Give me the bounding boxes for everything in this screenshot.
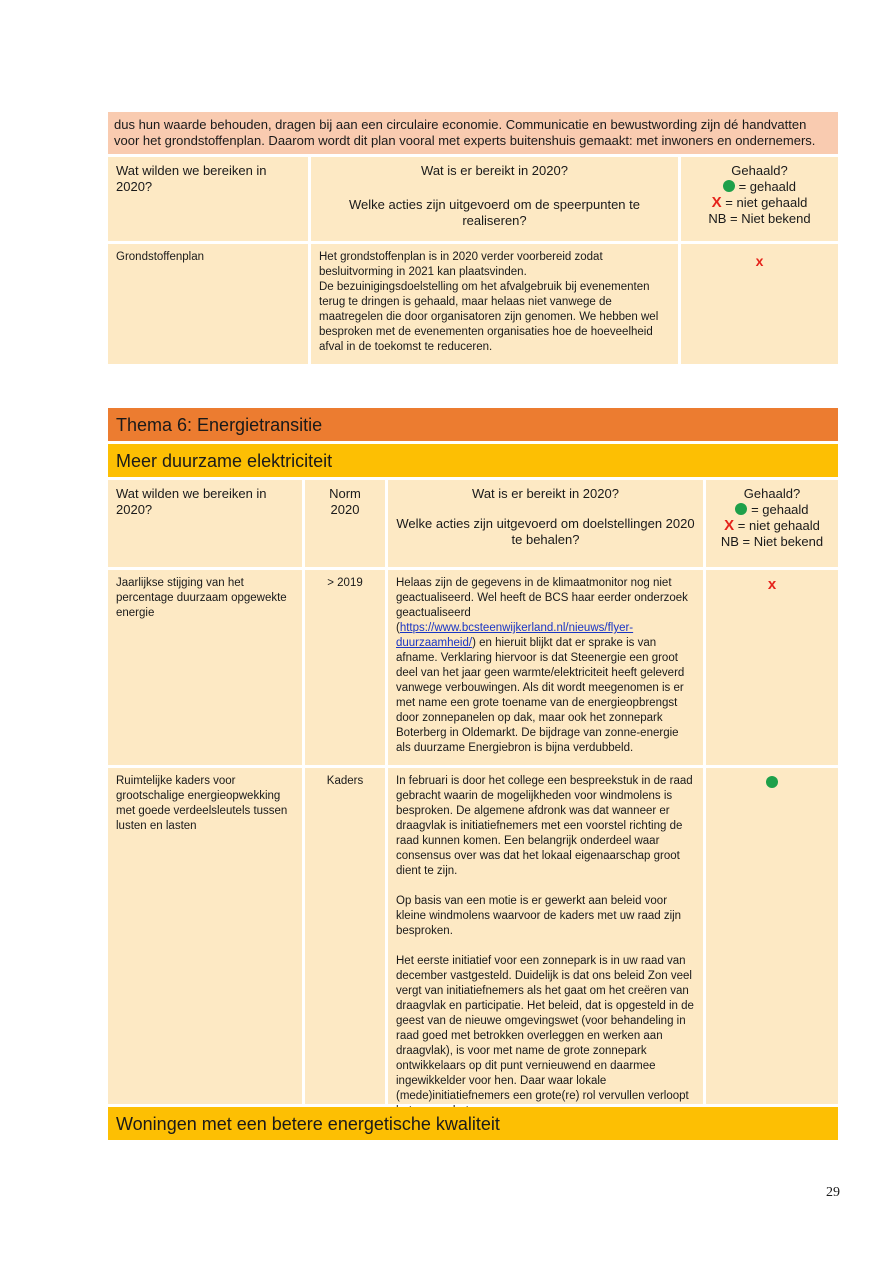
table2-header-achieved-line1: Wat is er bereikt in 2020? bbox=[472, 486, 619, 501]
bcs-flyer-link[interactable]: https://www.bcsteenwijkerland.nl/nieuws/flyer-duurzaamheid/ bbox=[396, 622, 634, 649]
table2-header-status bbox=[706, 480, 838, 567]
table1-row-text-2: De bezuinigingsdoelstelling om het afvalgebruik bij evenementen terug te dringen is gehaald, maar helaas niet vanwege de maatregelen die door organisatoren zijn genomen. We hebben wel besproken met de evenementen organisaties hoe de hoeveelheid afval in de toekomst te reduceren. bbox=[319, 281, 659, 353]
red-cross-icon: x bbox=[767, 576, 777, 593]
legend-unknown: NB = Niet bekend bbox=[708, 211, 811, 226]
table2-row2-goal: Ruimtelijke kaders voor grootschalige energieopwekking met goede verdeelsleutels tussen lusten en lasten bbox=[108, 768, 302, 1104]
table2-header-achieved-line2: Welke acties zijn uitgevoerd om doelstellingen 2020 te behalen? bbox=[396, 516, 695, 547]
intro-paragraph: dus hun waarde behouden, dragen bij aan een circulaire economie. Communicatie en bewustwording zijn dé handvatten voor het grondstoffenplan. Daarom wordt dit plan vooral met experts buitenshuis gemaakt: met inwoners en ondernemers. bbox=[108, 112, 838, 154]
table2-row2-text bbox=[388, 768, 703, 1104]
section-heading-housing: Woningen met een betere energetische kwaliteit bbox=[108, 1107, 838, 1140]
legend-not-achieved: = niet gehaald bbox=[737, 518, 820, 533]
table1-header-achieved bbox=[311, 157, 678, 241]
table1-row-text-1: Het grondstoffenplan is in 2020 verder voorbereid zodat besluitvorming in 2021 kan plaatsvinden. bbox=[319, 251, 603, 278]
table1-row-goal: Grondstoffenplan bbox=[108, 244, 308, 364]
table2-row2-norm: Kaders bbox=[305, 768, 385, 1104]
table2-row2-status bbox=[706, 768, 838, 1104]
red-cross-icon: X bbox=[711, 194, 722, 211]
legend-not-achieved: = niet gehaald bbox=[725, 195, 808, 210]
red-cross-icon: x bbox=[755, 253, 764, 269]
section-heading-electricity: Meer duurzame elektriciteit bbox=[108, 444, 838, 477]
table2-row1-norm: > 2019 bbox=[305, 570, 385, 765]
table2-row1-text-b: ) en hieruit blijkt dat er sprake is van afname. Verklaring hiervoor is dat Steenergie een groot deel van het jaar geen warmte/elektriciteit heeft geleverd vanwege verbouwingen. Als dit wordt meegenomen is er met name een grote toename van de energieopbrengst door zonnepanelen op dak, maar ook het zonnepark Boterberg in Oldemarkt. De bijdrage van zonne-energie als duurzame Energiebron is bijna verdubbeld. bbox=[396, 637, 685, 754]
table2-header-achieved bbox=[388, 480, 703, 567]
table1-header-goal: Wat wilden we bereiken in 2020? bbox=[108, 157, 308, 241]
table2-header-norm: Norm 2020 bbox=[305, 480, 385, 567]
table2-row2-para1: In februari is door het college een bespreekstuk in de raad gebracht waarin de mogelijkheden voor windmolens is besproken. De algemene afdronk was dat wanneer er draagvlak is initiatiefnemers met een voorstel richting de raad kunnen komen. Een belangrijk onderdeel waar consensus over was dat het lokaal eigenaarschap groot dient te zijn. bbox=[396, 775, 693, 877]
table2-row1-text-a: Helaas zijn de gegevens in de klimaatmonitor nog niet geactualiseerd. Wel heeft de BCS haar eerder onderzoek geactualiseerd ( bbox=[396, 577, 688, 634]
table2-row1-status bbox=[706, 570, 838, 765]
green-dot-icon bbox=[735, 503, 747, 515]
table2-status-title: Gehaald? bbox=[743, 486, 801, 501]
page-number: 29 bbox=[826, 1185, 840, 1200]
table1-header-achieved-line1: Wat is er bereikt in 2020? bbox=[421, 163, 568, 178]
red-cross-icon: X bbox=[724, 517, 735, 534]
table1-row-status bbox=[681, 244, 838, 364]
table2-row2-para3: Het eerste initiatief voor een zonnepark is in uw raad van december vastgesteld. Duidelijk is dat ons beleid Zon veel vergt van initiatiefnemers als het gaat om het creëren van draagvlak en participatie. Het beleid, dat is opgesteld in de geest van de nieuwe omgevingswet (voor behandeling in raad goed met betrokken overleggen en werken aan draagvlak), is voor met name de grote zonnepark ontwikkelaars op dit punt vernieuwend en daarmee ingewikkelder voor hen. Daar waar lokale (mede)initiatiefnemers een grote(re) rol vervullen verloopt bbox=[396, 955, 694, 1102]
green-dot-icon bbox=[766, 776, 778, 788]
table1-row-text bbox=[311, 244, 678, 364]
legend-achieved: = gehaald bbox=[751, 502, 809, 517]
table2-header-goal: Wat wilden we bereiken in 2020? bbox=[108, 480, 302, 567]
table1-header-status bbox=[681, 157, 838, 241]
table2-row2-para2: Op basis van een motie is er gewerkt aan beleid voor kleine windmolens waarvoor de kaders met uw raad zijn besproken. bbox=[396, 895, 682, 937]
table1-header-achieved-line2: Welke acties zijn uitgevoerd om de speerpunten te realiseren? bbox=[349, 197, 640, 228]
green-dot-icon bbox=[723, 180, 735, 192]
theme-heading: Thema 6: Energietransitie bbox=[108, 408, 838, 441]
legend-unknown: NB = Niet bekend bbox=[720, 534, 824, 549]
table1-status-title: Gehaald? bbox=[731, 163, 788, 178]
table2-row1-text bbox=[388, 570, 703, 765]
table2-row1-goal: Jaarlijkse stijging van het percentage duurzaam opgewekte energie bbox=[108, 570, 302, 765]
legend-achieved: = gehaald bbox=[738, 179, 797, 194]
